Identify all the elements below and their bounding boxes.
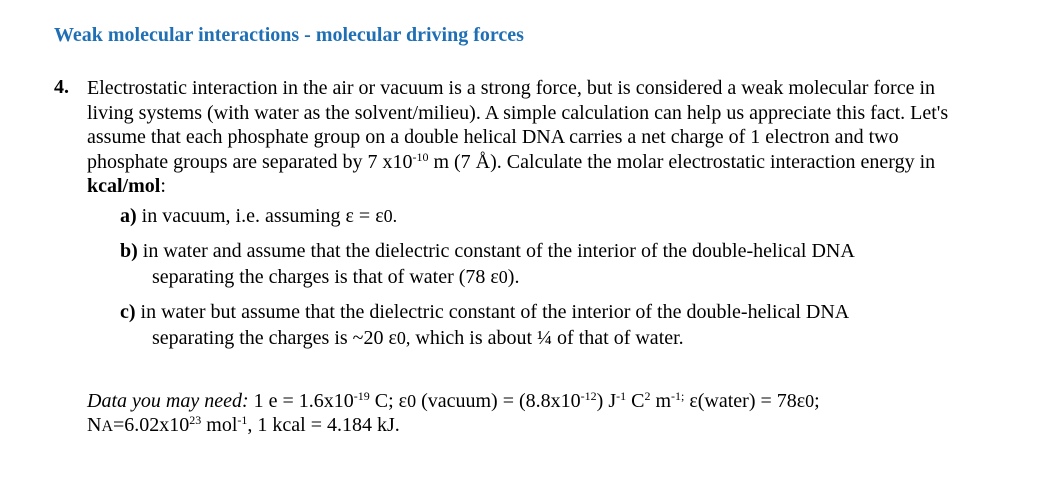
kcal-conversion: , 1 kcal = 4.184 kJ. [247,414,400,436]
epsilon-subscript: 0 [407,391,417,411]
exponent: 2 [644,389,651,403]
part-b-line2-text: separating the charges is that of water (78 ε [152,266,499,288]
units: ) J [596,390,617,412]
electron-unit: C; ε [369,390,408,412]
section-heading: Weak molecular interactions - molecular driving forces [54,24,524,46]
question-text-part1: Electrostatic interaction in the air or vacuum is a strong force, but is considered a weak molecular force in living systems (with water as the solvent/milieu). A simple calculation can help us appreciate this fact. Let's assume that each phosphate group on a double helical DNA carries a net charge of 1 electron and two phosphate groups are separated by 7 x10 [87,77,949,173]
exponent: -1 [616,389,627,403]
part-b-line2 [120,264,960,290]
exponent: -1; [671,389,685,403]
part-c-line2-tail: which is about ¼ of that of water. [410,327,684,349]
electron-charge: 1 e = 1.6x10 [248,390,354,412]
exponent: -1 [237,413,248,427]
exponent: -10 [412,149,429,164]
units: m [650,390,672,412]
epsilon-subscript: 0, [396,328,411,348]
part-a [120,203,960,229]
part-c [120,299,960,351]
part-a-text: in vacuum, i.e. assuming ε = ε [136,205,384,227]
punctuation: ; [814,390,820,412]
part-a-label: a) [120,205,137,227]
epsilon-subscript: 0 [498,267,508,287]
question-text-part2: m (7 Å). Calculate the molar electrostatic interaction energy in [428,150,936,173]
exponent: -19 [353,389,370,403]
avogadro-subscript: A [101,418,114,435]
epsilon-subscript: 0 [805,391,815,411]
question-text-part3: : [160,175,166,197]
question-number: 4. [54,76,69,98]
part-b-line2-tail: ). [507,266,520,288]
part-b-line1: in water and assume that the dielectric constant of the interior of the double-helical DNA [137,240,855,262]
units-bold: kcal/mol [87,175,161,197]
question-text [87,76,967,199]
water-permittivity: ε(water) = 78ε [684,390,806,412]
exponent: 23 [189,413,202,427]
part-c-line2 [120,325,960,351]
avogadro-value: =6.02x10 [113,414,190,436]
units: C [626,390,645,412]
exponent: -12 [580,389,597,403]
part-b [120,238,960,290]
part-c-line1: in water but assume that the dielectric constant of the interior of the double-helical DNA [135,301,850,323]
vacuum-permittivity: (vacuum) = (8.8x10 [416,390,581,412]
data-needed [87,389,987,439]
part-c-label: c) [120,301,136,323]
data-label: Data you may need: [87,390,249,412]
epsilon-subscript: 0. [383,206,398,226]
part-c-line2-text: separating the charges is ~20 ε [152,327,397,349]
units: mol [201,414,238,436]
part-b-label: b) [120,240,138,262]
avogadro-symbol: N [87,414,102,436]
